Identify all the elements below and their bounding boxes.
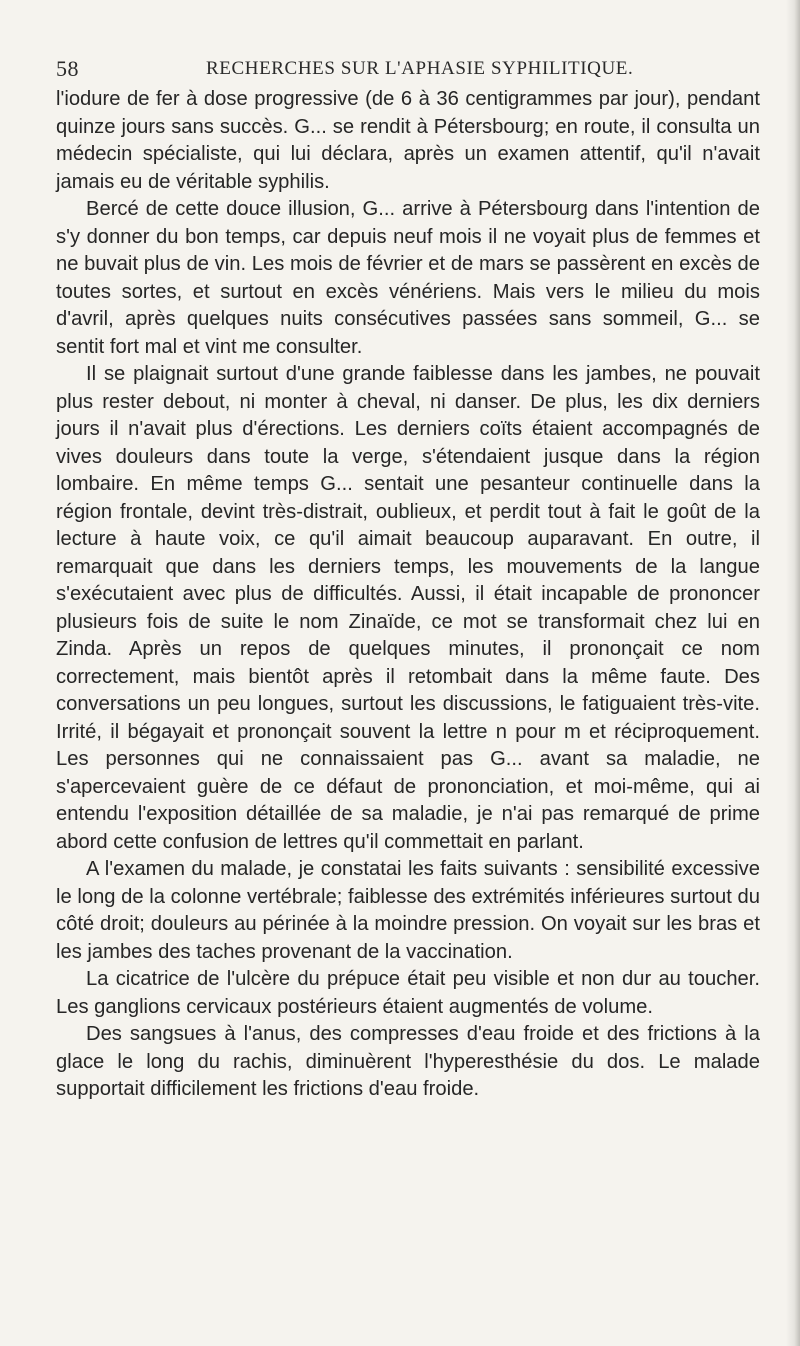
paragraph: La cicatrice de l'ulcère du prépuce était peu visible et non dur au toucher. Les ganglions cervicaux postérieurs étaient augmentés de volume. bbox=[56, 968, 760, 1018]
running-title: RECHERCHES SUR L'APHASIE SYPHILITIQUE. bbox=[206, 58, 634, 79]
paragraph: Il se plaignait surtout d'une grande faiblesse dans les jambes, ne pouvait plus rester debout, ni monter à cheval, ni danser. De plus, les dix derniers jours il n'avait plus d'érections. Les derniers coïts étaient accompagnés de vives douleurs dans toute la verge, s'étendaient jusque dans la région lombaire. En même temps G... sentait une pesanteur continuelle dans la région frontale, devint très-distrait, oublieux, et perdit tout à fait le goût de la lecture à haute voix, ce qu'il aimait beaucoup auparavant. En outre, il remarquait que dans les derniers temps, les mouvements de la langue s'exécutaient avec plus de difficultés. Aussi, il était incapable de prononcer plusieurs fois de suite le nom Zinaïde, ce mot se transformait chez lui en Zinda. Après un repos de quelques minutes, il prononçait ce nom correctement, mais bientôt après il retombait dans la même faute. Des conversations un peu longues, surtout les discussions, le fatiguaient très-vite. Irrité, il bégayait et prononçait souvent la lettre n pour m et réciproquement. Les personnes qui ne connaissaient pas G... avant sa maladie, ne s'apercevaient guère de ce défaut de prononciation, et moi-même, qui ai entendu l'exposition détaillée de sa maladie, je n'ai pas remarqué de prime abord cette confusion de lettres qu'il commettait en parlant. bbox=[56, 363, 760, 853]
body-text bbox=[56, 86, 760, 1104]
paragraph: Des sangsues à l'anus, des compresses d'eau froide et des frictions à la glace le long du rachis, diminuèrent l'hyperesthésie du dos. Le malade supportait difficilement les frictions d'eau froide. bbox=[56, 1023, 760, 1100]
paragraph-continued: l'iodure de fer à dose progressive (de 6 à 36 centigrammes par jour), pendant quinze jours sans succès. G... se rendit à Pétersbourg; en route, il consulta un médecin spécialiste, qui lui déclara, après un examen attentif, qu'il n'avait jamais eu de véritable syphilis. bbox=[56, 88, 760, 193]
page-edge-shadow bbox=[786, 0, 800, 1346]
paragraph: A l'examen du malade, je constatai les faits suivants : sensibilité excessive le long de la colonne vertébrale; faiblesse des extrémités inférieures surtout du côté droit; douleurs au périnée à la moindre pression. On voyait sur les bras et les jambes des taches provenant de la vaccination. bbox=[56, 858, 760, 963]
running-head bbox=[56, 56, 756, 86]
paragraph: Bercé de cette douce illusion, G... arrive à Pétersbourg dans l'intention de s'y donner du bon temps, car depuis neuf mois il ne voyait plus de femmes et ne buvait plus de vin. Les mois de février et de mars se passèrent en excès de toutes sortes, et surtout en excès vénériens. Mais vers le milieu du mois d'avril, après quelques nuits consécutives passées sans sommeil, G... se sentit fort mal et vint me consulter. bbox=[56, 198, 760, 358]
page-number: 58 bbox=[56, 56, 79, 81]
